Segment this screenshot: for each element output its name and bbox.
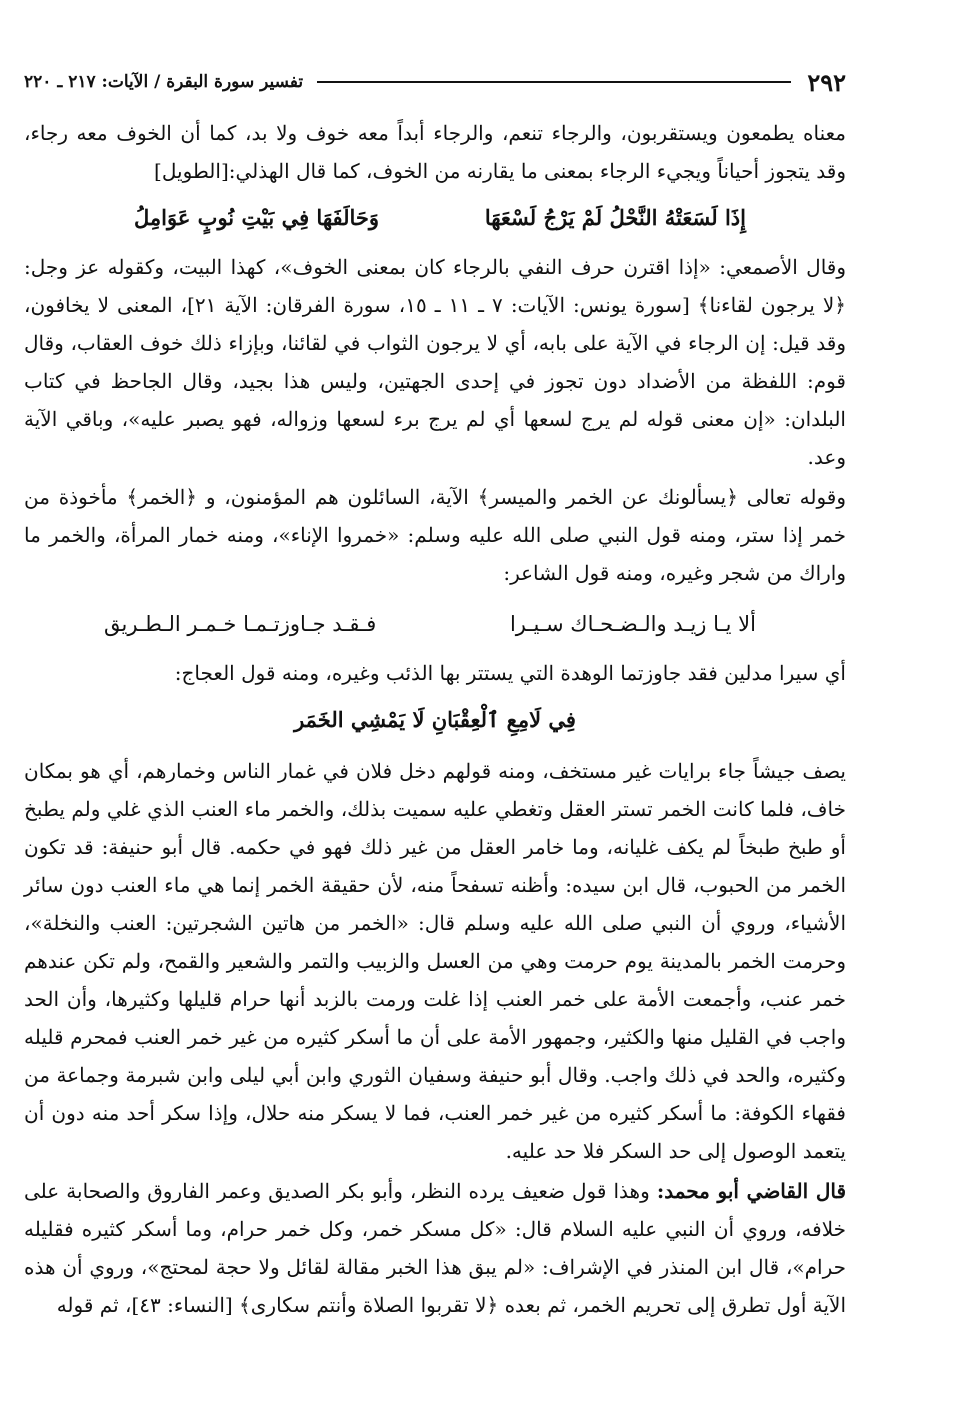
- verse-1-second-hemistich: وَحَالَفَهَا فِي بَيْتِ نُوبٍ عَوَامِلُ: [134, 205, 380, 230]
- paragraph-3: وقوله تعالى ﴿يسألونك عن الخمر والميسر﴾ الآية، السائلون هم المؤمنون، و ﴿الخمر﴾ مأخوذة من خمر إذا ستر، ومنه قول النبي صلى الله عليه وسلم: «خمروا الإناء»، ومنه خمار المرأة، والخمر ما واراك من شجر وغيره، ومنه قول الشاعر:: [24, 485, 846, 585]
- running-title: تفسير سورة البقرة / الآيات: ٢١٧ ـ ٢٢٠: [24, 72, 304, 92]
- page: [24, 60, 846, 1326]
- header-rule: [317, 81, 791, 83]
- paragraph-6: [24, 1172, 846, 1324]
- paragraph-5: يصف جيشاً جاء برايات غير مستخف، ومنه قولهم دخل فلان في غمار الناس وخمارهم، أي هو بمكان خاف، فلما كانت الخمر تستر العقل وتغطي عليه سميت بذلك، والخمر ماء العنب الذي غلي ولم يطبخ أو طبخ طبخاً لم يكف غليانه، وما خامر العقل من غير ذلك فهو في حكمه. قال أبو حنيفة: قد تكون الخمر من الحبوب، قال ابن سيده: وأظنه تسفحاً منه، لأن حقيقة الخمر إنما هي ماء العنب دون سائر الأشياء، وروي أن النبي صلى الله عليه وسلم قال: «الخمر من هاتين الشجرتين: العنب والنخلة»، وحرمت الخمر بالمدينة يوم حرمت وهي من العسل والزبيب والتمر والشعير والقمح، ولم تكن عندهم خمر عنب، وأجمعت الأمة على خمر العنب إذا غلت ورمت بالزبد أنها حرام قليلها وكثيرها، وأن الحد واجب في القليل منها والكثير، وجمهور الأمة على أن ما أسكر كثيره من غير خمر العنب فمحرم قليله وكثيره، والحد في ذلك واجب. وقال أبو حنيفة وسفيان الثوري وابن أبي ليلى وابن شبرمة وجماعة من فقهاء الكوفة: ما أسكر كثيره من غير خمر العنب، فما لا يسكر منه حلال، وإذا سكر أحد منه دون أن يتعمد الوصول إلى حد السكر فلا حد عليه.: [24, 759, 846, 1163]
- verse-2-second-hemistich: فـقـد جـاوزتـمـا خـمـر الـطـريق: [104, 612, 377, 636]
- verse-2-first-hemistich: ألا يـا زيـد والـضـحـاك سـيـرا: [509, 612, 756, 636]
- verse-1: [24, 192, 846, 248]
- paragraph-2: وقال الأصمعي: «إذا اقترن حرف النفي بالرجاء كان بمعنى الخوف»، كهذا البيت، وكقوله عز وجل: ﴿لا يرجون لقاءنا﴾ [سورة يونس: الآيات: ٧ ـ ١١ ـ ١٥، سورة الفرقان: الآية ٢١]، المعنى لا يخافون، وقد قيل: إن الرجاء في الآية على بابه، أي لا يرجون الثواب في لقائنا، وبإزاء ذلك خوف العقاب، وقال قوم: اللفظة من الأضداد دون تجوز في إحدى الجهتين، وليس هذا بجيد، وقال الجاحظ في كتاب البلدان: «إن معنى قوله لم يرج لسعها أي لم يرج برء لسعها وزواله، فهو يصبر عليه»، وباقي الآية وعد.: [24, 255, 847, 469]
- page-number: ٢٩٢: [807, 67, 846, 97]
- verse-1-first-hemistich: إِذَا لَسَعَتْهُ النَّحْلُ لَمْ يَرْجُ لَسْعَهَا: [484, 205, 746, 230]
- paragraph-6-lead: قال القاضي أبو محمد:: [656, 1179, 847, 1203]
- verse-2: [24, 594, 846, 654]
- page-header: [24, 60, 846, 104]
- verse-3: فِي لَامِعِ ٱلْعِقْبَانِ لَا يَمْشِي الخَمَر: [294, 707, 576, 732]
- paragraph-1: معناه يطمعون ويستقربون، والرجاء تنعم، والرجاء أبداً معه خوف ولا بد، كما أن الخوف معه رجاء، وقد يتجوز أحياناً ويجيء الرجاء بمعنى ما يقارنه من الخوف، كما قال الهذلي:[الطويل]: [24, 121, 846, 183]
- paragraph-6-text: وهذا قول ضعيف يرده النظر، وأبو بكر الصديق وعمر الفاروق والصحابة على خلافه، وروي أن النبي عليه السلام قال: «كل مسكر خمر، وكل خمر حرام، وما أسكر كثيره فقليله حرام»، قال ابن المنذر في الإشراف: «لم يبق هذا الخبر مقالة لقائل ولا حجة لمحتج»، وروي أن هذه الآية أول تطرق إلى تحريم الخمر، ثم بعده ﴿لا تقربوا الصلاة وأنتم سكارى﴾ [النساء: ٤٣]، ثم قوله: [24, 1179, 846, 1317]
- paragraph-4: أي سيرا مدلين فقد جاوزتما الوهدة التي يستتر بها الذئب وغيره، ومنه قول العجاج:: [174, 661, 846, 685]
